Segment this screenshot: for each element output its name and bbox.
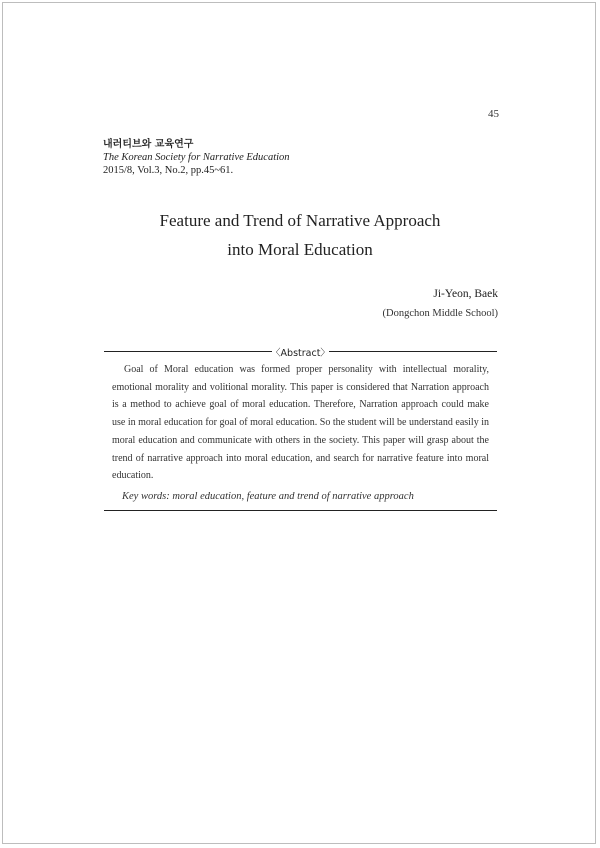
abstract-rule-right <box>329 351 497 352</box>
author-name: Ji-Yeon, Baek <box>433 288 498 300</box>
journal-english-name: The Korean Society for Narrative Education <box>103 152 290 163</box>
journal-korean-name: 내러티브와 교육연구 <box>103 139 194 150</box>
abstract-header <box>104 345 497 359</box>
abstract-label: 〈Abstract〉 <box>271 348 330 359</box>
abstract-bottom-rule <box>104 510 497 511</box>
paper-title-line-1: Feature and Trend of Narrative Approach <box>159 211 441 230</box>
paper-title <box>0 206 600 264</box>
abstract-text: Goal of Moral education was formed proper personality with intellectual morality, emotional morality and volitional morality. This paper is considered that Narration approach is a method to achieve goal of moral education. Therefore, Narration approach could make use in moral education for goal of moral education. So the student will be understand easily in moral education and communicate with others in the society. This paper will grasp about the trend of narrative approach into moral education, and search for narrative feature into moral education. <box>112 364 489 482</box>
author-affiliation: (Dongchon Middle School) <box>382 308 498 319</box>
paper-title-line-2: into Moral Education <box>227 240 373 259</box>
journal-info <box>103 138 290 177</box>
keywords: Key words: moral education, feature and trend of narrative approach <box>122 491 414 502</box>
page-number: 45 <box>488 108 499 120</box>
journal-citation: 2015/8, Vol.3, No.2, pp.45~61. <box>103 165 234 176</box>
